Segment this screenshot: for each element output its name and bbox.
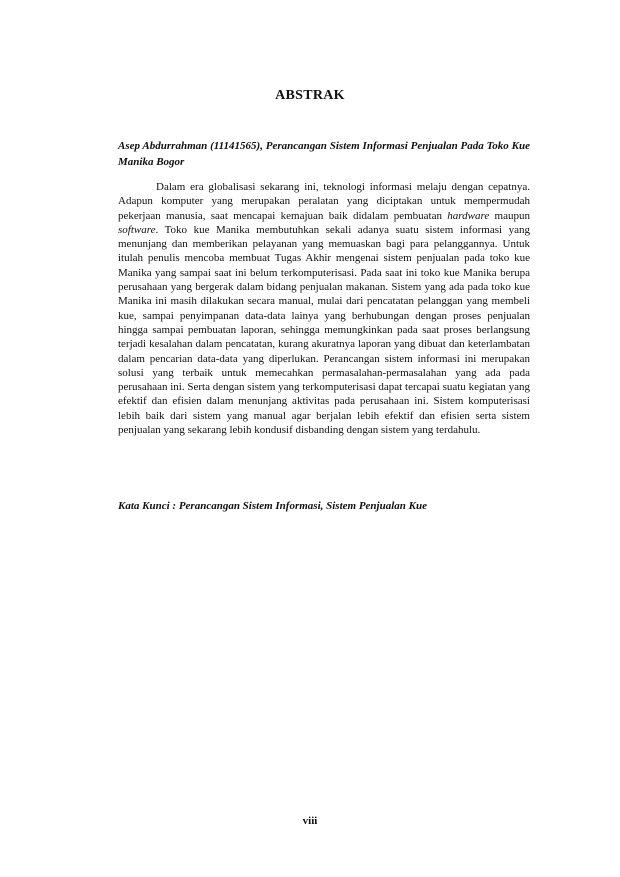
page-number: viii xyxy=(302,815,318,827)
keywords-line: Kata Kunci : Perancangan Sistem Informasi, Sistem Penjualan Kue xyxy=(118,500,427,512)
abstract-title: ABSTRAK xyxy=(275,88,345,103)
abstract-text-part-1: Dalam era globalisasi sekarang ini, teknologi informasi melaju dengan cepatnya. Adapun komputer yang merupakan peralatan yang diciptakan untuk mempermudah pekerjaan manusia, saat mencapai kemajuan baik didalam pembuatan xyxy=(118,181,530,222)
abstract-text-part-3: . Toko kue Manika membutuhkan sekali adanya suatu sistem informasi yang menunjang dan memberikan pelayanan yang memuaskan bagi para pelanggannya. Untuk itulah penulis mencoba membuat Tugas Akhir mengenai sistem penjualan pada toko kue Manika yang sampai saat ini belum terkomputerisasi. Pada saat ini toko kue Manika berupa perusahaan yang bergerak dalam bidang penjualan makanan. Sistem yang ada pada toko kue Manika ini masih dilakukan secara manual, mulai dari pencatatan pelanggan yang membeli kue, sampai penyimpanan data-data lainya yang berhubungan dengan proses penjualan hingga sampai pembuatan laporan, sehingga memungkinkan pada saat proses berlangsung terjadi kesalahan dalam pencatatan, kurang akuratnya laporan yang dibuat dan keterlambatan dalam pencarian data-data yang diperlukan. Perancangan sistem informasi ini merupakan solusi yang terbaik untuk memecahkan permasalahan-permasalahan yang ada pada perusahaan ini. Serta dengan sistem yang terkomputerisasi dapat tercapai suatu kegiatan yang efektif dan efisien dalam menunjang aktivitas pada perusahaan ini. Sistem komputerisasi lebih baik dari sistem yang manual agar berjalan lebih efektif dan efisien serta sistem penjualan yang sekarang lebih kondusif disbanding dengan sistem yang terdahulu. xyxy=(118,223,530,437)
abstract-paragraph xyxy=(118,180,530,437)
abstract-term-hardware: hardware xyxy=(447,209,490,222)
abstract-term-software: software xyxy=(118,223,156,236)
author-title-line: Asep Abdurrahman (11141565), Perancangan Sistem Informasi Penjualan Pada Toko Kue Manika Bogor xyxy=(118,140,530,168)
abstract-text-part-2: maupun xyxy=(489,209,530,222)
